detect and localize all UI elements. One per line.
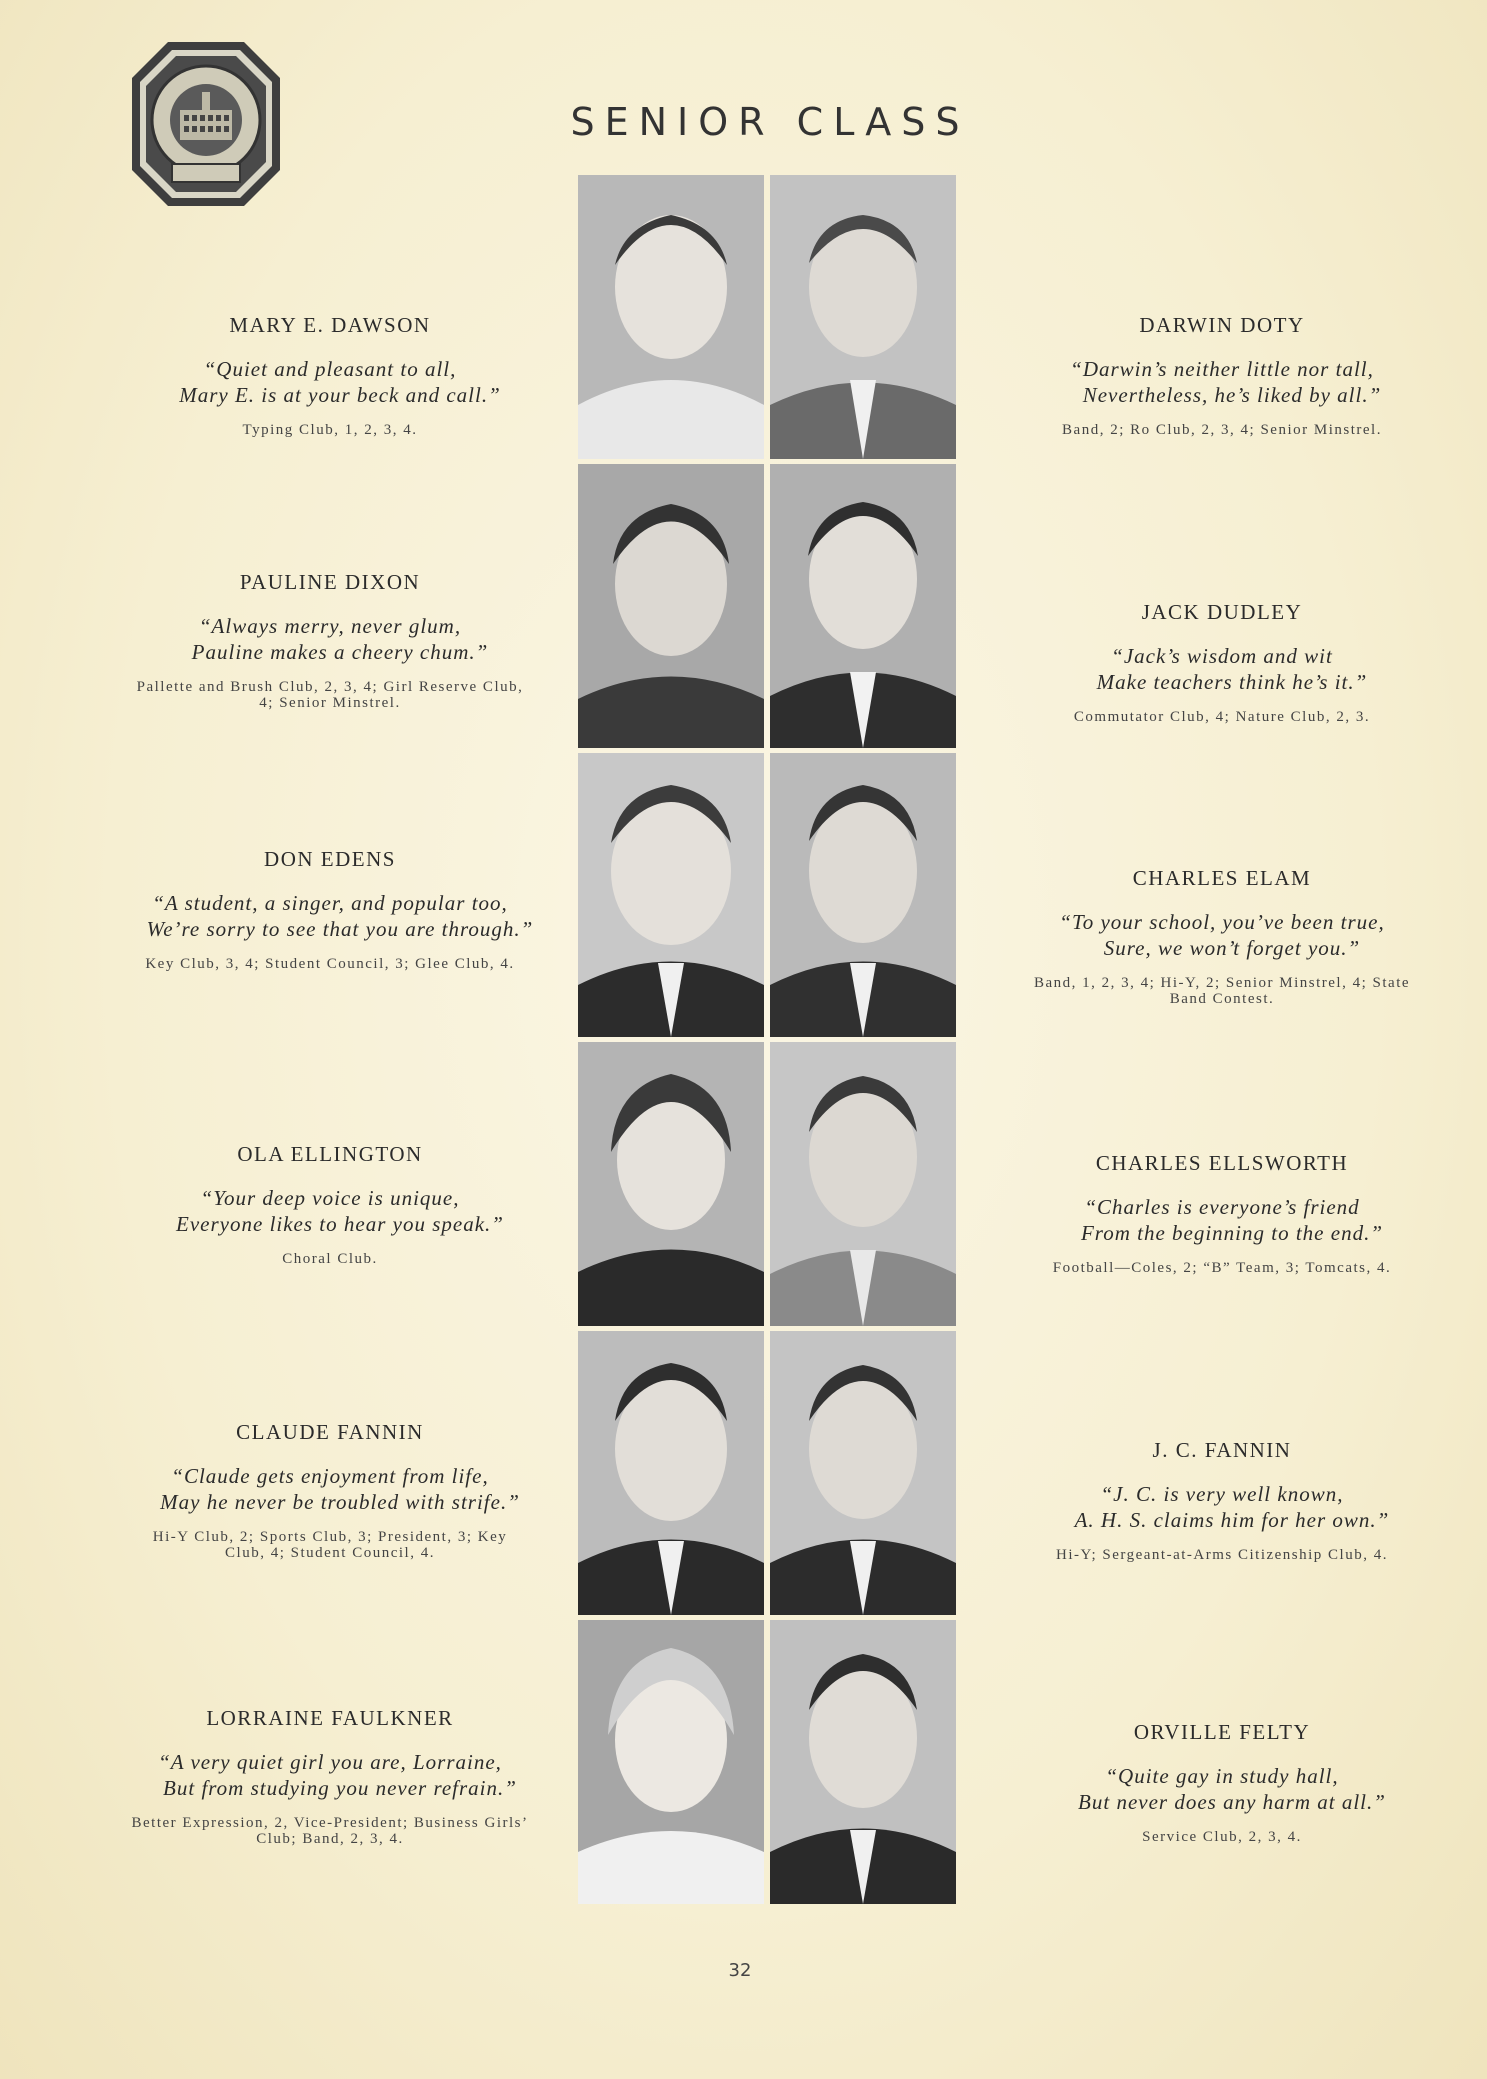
student-name: OLA ELLINGTON	[237, 1142, 423, 1166]
portrait-photo-mary-dawson	[578, 175, 764, 459]
quote-line: “Quiet and pleasant to all,	[203, 357, 457, 381]
student-quote	[1002, 1194, 1442, 1246]
quote-line: “Quite gay in study hall,	[1105, 1764, 1339, 1788]
portrait-photo-charles-ellsworth	[770, 1042, 956, 1326]
photo-row	[578, 753, 970, 1037]
portrait-photo-lorraine-faulkner	[578, 1620, 764, 1904]
quote-line: “Darwin’s neither little nor tall,	[1070, 357, 1374, 381]
photo-row	[578, 464, 970, 748]
portrait-photo-pauline-dixon	[578, 464, 764, 748]
student-activities: Football—Coles, 2; “B” Team, 3; Tomcats, 4.	[1052, 1260, 1392, 1276]
quote-line: Mary E. is at your beck and call.”	[179, 383, 501, 407]
quote-line: May he never be troubled with strife.”	[160, 1490, 520, 1514]
student-name: PAULINE DIXON	[239, 570, 421, 594]
portrait-photo-ola-ellington	[578, 1042, 764, 1326]
student-activities: Hi-Y; Sergeant-at-Arms Citizenship Club, 4.	[1056, 1547, 1388, 1563]
student-entry	[1002, 1438, 1442, 1563]
student-entry	[1002, 600, 1442, 725]
student-quote	[1002, 1481, 1442, 1533]
student-name: DON EDENS	[264, 847, 396, 871]
student-quote	[1002, 643, 1442, 695]
school-seal-logo	[130, 40, 282, 208]
student-activities: Band, 1, 2, 3, 4; Hi-Y, 2; Senior Minstrel, 4; State Band Contest.	[1033, 975, 1411, 1007]
student-entry	[1002, 313, 1442, 438]
photo-row	[578, 1620, 970, 1904]
student-activities: Band, 2; Ro Club, 2, 3, 4; Senior Minstrel.	[1062, 422, 1382, 438]
quote-line: “A student, a singer, and popular too,	[152, 891, 508, 915]
student-entry	[110, 570, 550, 711]
quote-line: “To your school, you’ve been true,	[1059, 910, 1385, 934]
quote-line: “J. C. is very well known,	[1100, 1482, 1344, 1506]
quote-line: “Jack’s wisdom and wit	[1111, 644, 1333, 668]
quote-line: But from studying you never refrain.”	[163, 1776, 517, 1800]
student-quote	[1002, 356, 1442, 408]
photo-row	[578, 175, 970, 459]
portrait-photo-orville-felty	[770, 1620, 956, 1904]
quote-line: “Charles is everyone’s friend	[1084, 1195, 1360, 1219]
portrait-photo-jc-fannin	[770, 1331, 956, 1615]
student-name: MARY E. DAWSON	[229, 313, 431, 337]
quote-line: From the beginning to the end.”	[1080, 1221, 1384, 1245]
student-quote	[110, 356, 550, 408]
student-name: CHARLES ELLSWORTH	[1095, 1151, 1349, 1175]
quote-line: A. H. S. claims him for her own.”	[1074, 1508, 1390, 1532]
student-entry	[110, 847, 550, 972]
student-name: LORRAINE FAULKNER	[206, 1706, 454, 1730]
student-activities: Hi-Y Club, 2; Sports Club, 3; President, 3; Key Club, 4; Student Council, 4.	[152, 1529, 508, 1561]
quote-line: Make teachers think he’s it.”	[1096, 670, 1368, 694]
student-quote	[110, 1185, 550, 1237]
student-activities: Commutator Club, 4; Nature Club, 2, 3.	[1073, 709, 1371, 725]
student-activities: Better Expression, 2, Vice-President; Business Girls’ Club; Band, 2, 3, 4.	[131, 1815, 529, 1847]
student-quote	[110, 890, 550, 942]
student-name: CHARLES ELAM	[1132, 866, 1312, 890]
student-entry	[110, 313, 550, 438]
quote-line: Pauline makes a cheery chum.”	[191, 640, 489, 664]
quote-line: But never does any harm at all.”	[1078, 1790, 1386, 1814]
page-title: SENIOR CLASS	[570, 100, 970, 144]
quote-line: Nevertheless, he’s liked by all.”	[1082, 383, 1382, 407]
student-entry	[110, 1706, 550, 1847]
quote-line: Sure, we won’t forget you.”	[1103, 936, 1361, 960]
student-activities: Service Club, 2, 3, 4.	[1142, 1829, 1302, 1845]
student-entry	[110, 1142, 550, 1267]
quote-line: “Your deep voice is unique,	[200, 1186, 460, 1210]
student-activities: Choral Club.	[282, 1251, 378, 1267]
quote-line: “Claude gets enjoyment from life,	[171, 1464, 489, 1488]
student-name: J. C. FANNIN	[1152, 1438, 1292, 1462]
photo-row	[578, 1331, 970, 1615]
student-entry	[110, 1420, 550, 1561]
student-activities: Typing Club, 1, 2, 3, 4.	[242, 422, 418, 438]
student-activities: Pallette and Brush Club, 2, 3, 4; Girl Reserve Club, 4; Senior Minstrel.	[136, 679, 524, 711]
quote-line: “Always merry, never glum,	[198, 614, 462, 638]
student-name: JACK DUDLEY	[1141, 600, 1303, 624]
portrait-photo-don-edens	[578, 753, 764, 1037]
student-quote	[1002, 909, 1442, 961]
student-quote	[110, 1463, 550, 1515]
student-quote	[110, 613, 550, 665]
student-activities: Key Club, 3, 4; Student Council, 3; Glee Club, 4.	[145, 956, 515, 972]
student-name: CLAUDE FANNIN	[236, 1420, 424, 1444]
student-name: ORVILLE FELTY	[1133, 1720, 1311, 1744]
photo-row	[578, 1042, 970, 1326]
student-name: DARWIN DOTY	[1139, 313, 1305, 337]
student-quote	[1002, 1763, 1442, 1815]
portrait-photo-jack-dudley	[770, 464, 956, 748]
page-number: 32	[728, 1960, 752, 1981]
student-entry	[1002, 866, 1442, 1007]
portrait-column	[578, 175, 970, 1909]
student-entry	[1002, 1151, 1442, 1276]
quote-line: We’re sorry to see that you are through.”	[146, 917, 534, 941]
portrait-photo-claude-fannin	[578, 1331, 764, 1615]
student-quote	[110, 1749, 550, 1801]
quote-line: “A very quiet girl you are, Lorraine,	[158, 1750, 502, 1774]
student-entry	[1002, 1720, 1442, 1845]
portrait-photo-darwin-doty	[770, 175, 956, 459]
portrait-photo-charles-elam	[770, 753, 956, 1037]
quote-line: Everyone likes to hear you speak.”	[176, 1212, 504, 1236]
